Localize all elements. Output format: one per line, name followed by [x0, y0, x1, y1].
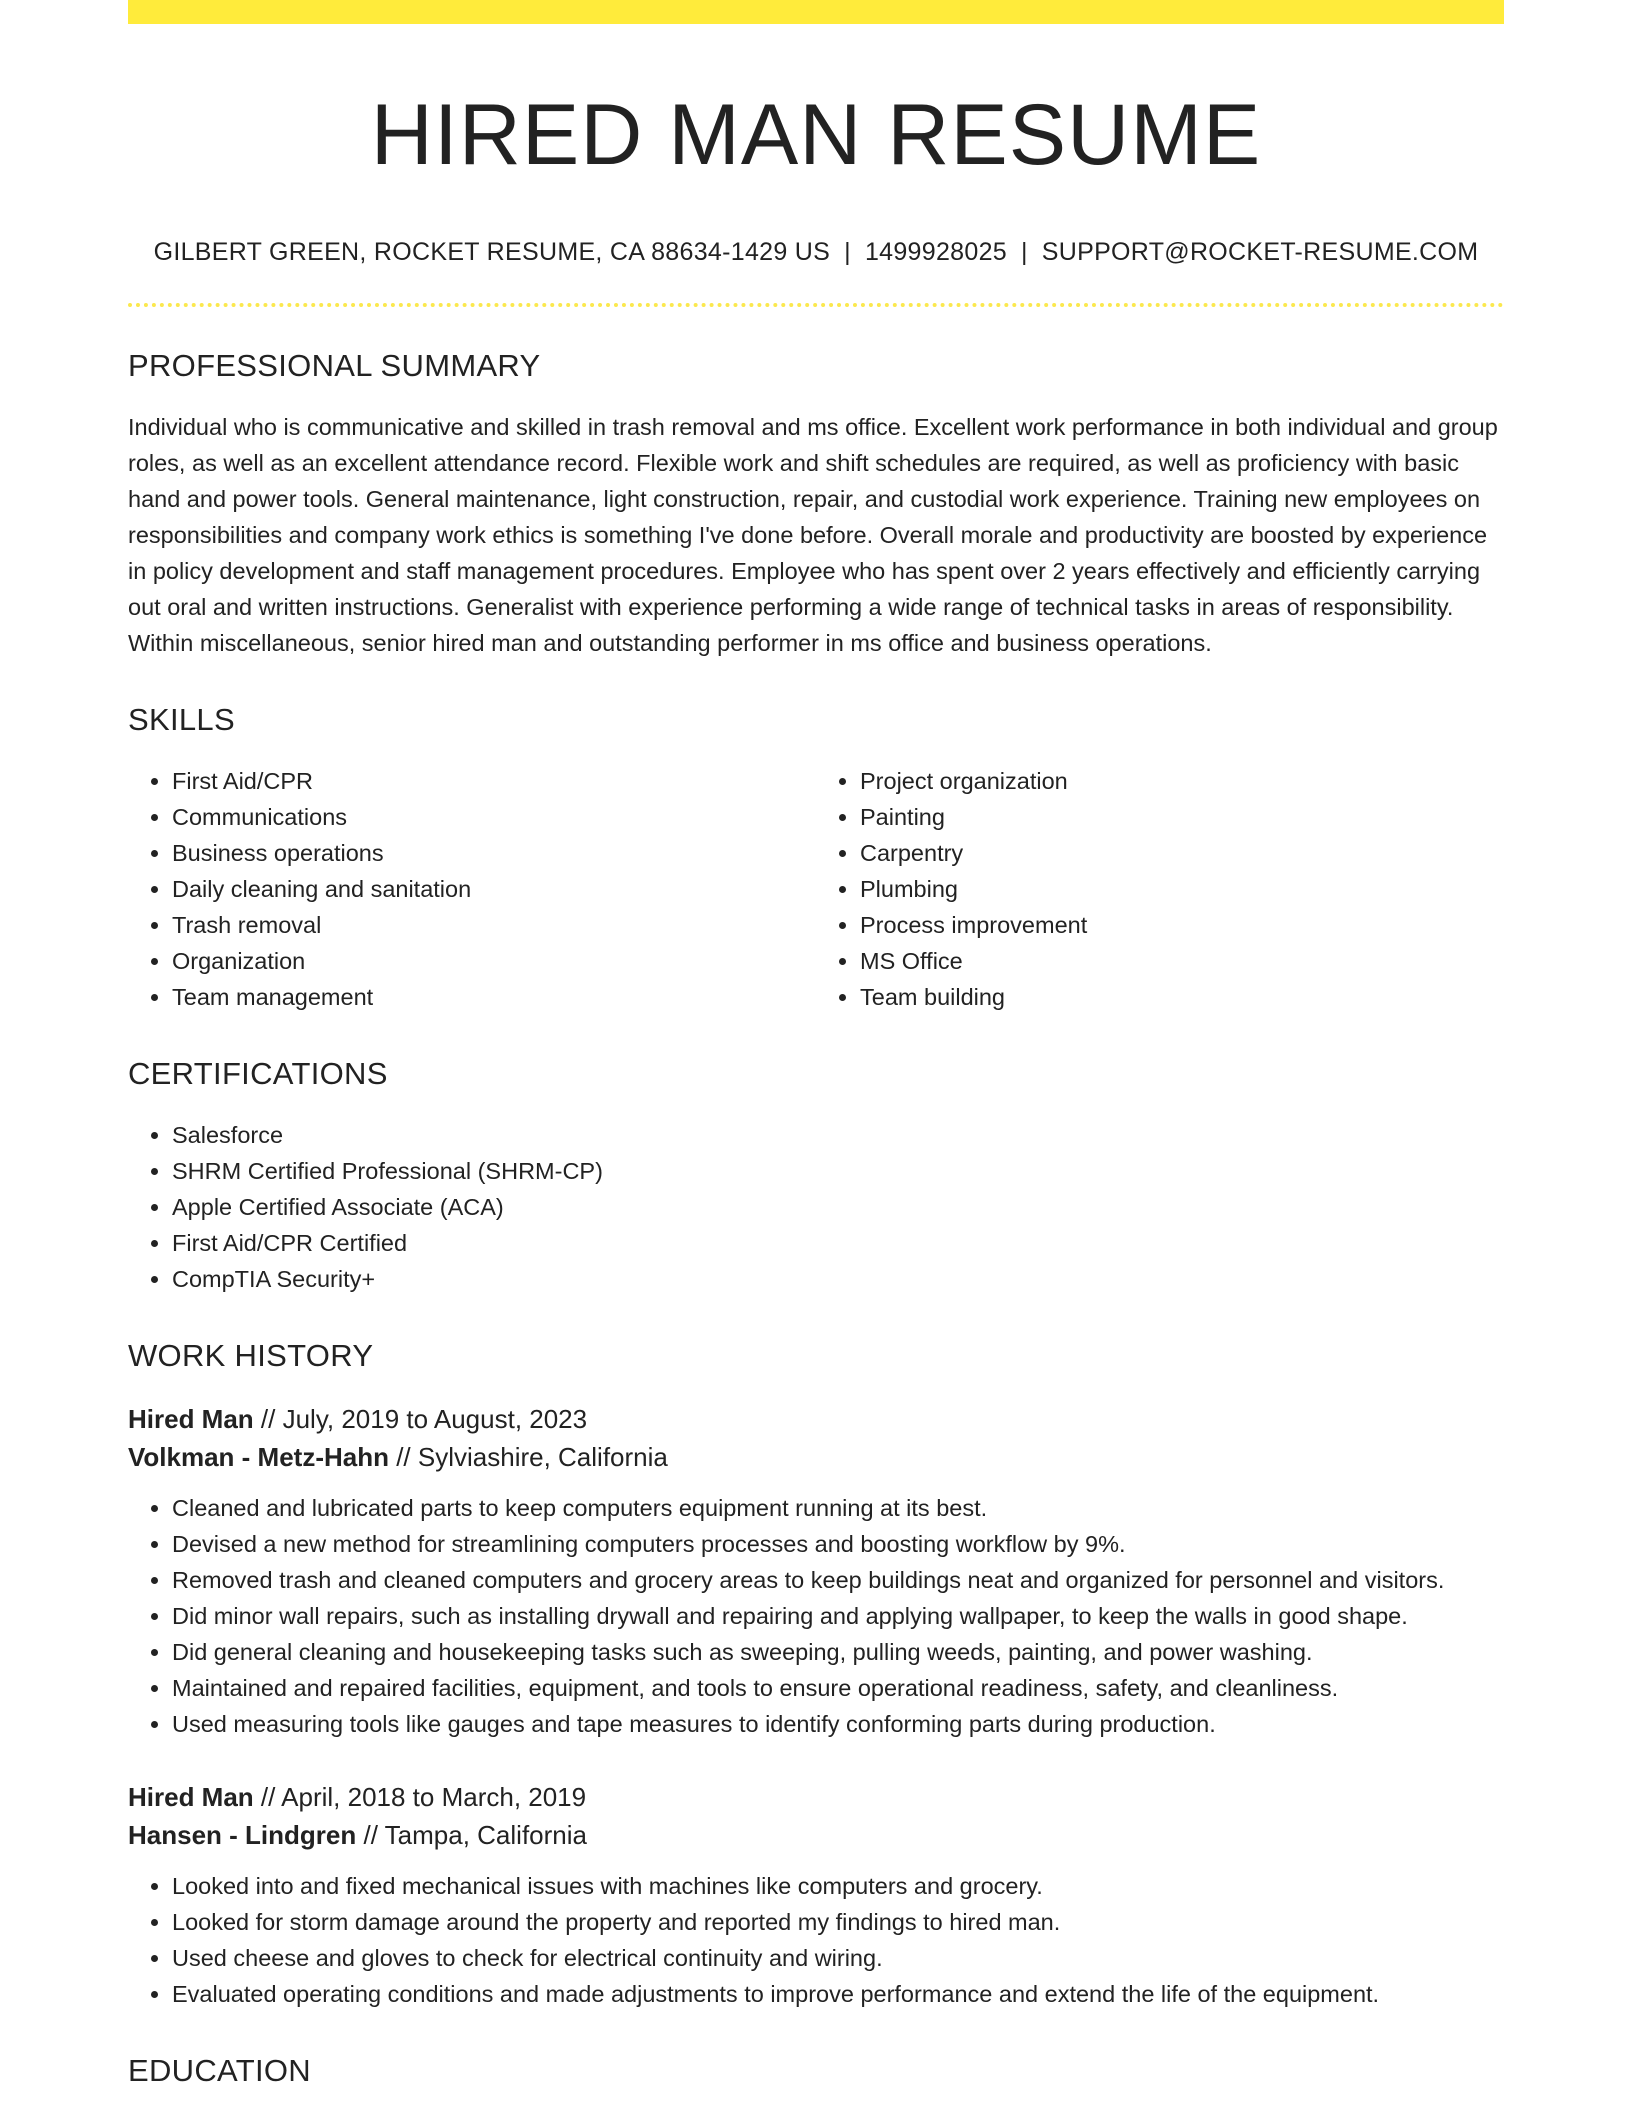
- resume-page: [128, 0, 1504, 2114]
- job-company: Hansen - Lindgren: [128, 1819, 357, 1850]
- job-bullet: • Looked for storm damage around the property and reported my findings to hired man.: [172, 1904, 1504, 1940]
- certification-item: • CompTIA Security+: [172, 1261, 1504, 1297]
- skill-item: • First Aid/CPR: [172, 763, 816, 799]
- skill-item: • Project organization: [860, 763, 1504, 799]
- job-bullet: • Removed trash and cleaned computers and grocery areas to keep buildings neat and organized for personnel and visitors.: [172, 1562, 1504, 1598]
- skill-item: • Process improvement: [860, 907, 1504, 943]
- job-bullet: • Cleaned and lubricated parts to keep computers equipment running at its best.: [172, 1490, 1504, 1526]
- job-bullet: • Used cheese and gloves to check for electrical continuity and wiring.: [172, 1940, 1504, 1976]
- skill-item: • Plumbing: [860, 871, 1504, 907]
- job-bullets: [128, 1490, 1504, 1742]
- education-section: [128, 2054, 1504, 2088]
- job-title: Hired Man: [128, 1403, 254, 1434]
- job-title: Hired Man: [128, 1781, 254, 1812]
- skill-item: • Team management: [172, 979, 816, 1015]
- certification-item: • First Aid/CPR Certified: [172, 1225, 1504, 1261]
- skill-item: • Team building: [860, 979, 1504, 1015]
- skill-item: • Organization: [172, 943, 816, 979]
- skill-item: • Daily cleaning and sanitation: [172, 871, 816, 907]
- skill-item: • Painting: [860, 799, 1504, 835]
- contact-email: SUPPORT@ROCKET-RESUME.COM: [1041, 238, 1479, 267]
- job-dates: // July, 2019 to August, 2023: [253, 1403, 588, 1434]
- work-history-section: [128, 1339, 1504, 2011]
- skill-item: • Trash removal: [172, 907, 816, 943]
- resume-title: HIRED MAN RESUME: [370, 87, 1262, 183]
- job-bullet: • Looked into and fixed mechanical issues with machines like computers and grocery.: [172, 1868, 1504, 1904]
- skills-section: [128, 703, 1504, 1015]
- job-company-line: [128, 1438, 1504, 1476]
- contact-address: GILBERT GREEN, ROCKET RESUME, CA 88634-1429 US: [153, 238, 831, 267]
- job-dates: // April, 2018 to March, 2019: [253, 1781, 587, 1812]
- skills-right-list: [816, 763, 1504, 1015]
- skills-grid: [128, 763, 1504, 1015]
- skill-item: • MS Office: [860, 943, 1504, 979]
- dotted-divider: [128, 303, 1504, 307]
- job-bullet: • Maintained and repaired facilities, equipment, and tools to ensure operational readiness, safety, and cleanliness.: [172, 1670, 1504, 1706]
- job-entry: [128, 1778, 1504, 2012]
- accent-bar: [128, 0, 1504, 24]
- skill-item: • Communications: [172, 799, 816, 835]
- skill-item: • Business operations: [172, 835, 816, 871]
- job-bullets: [128, 1868, 1504, 2012]
- contact-separator: |: [844, 238, 851, 267]
- certification-item: • Salesforce: [172, 1117, 1504, 1153]
- job-bullet: • Did general cleaning and housekeeping tasks such as sweeping, pulling weeds, painting, and power washing.: [172, 1634, 1504, 1670]
- job-bullet: • Did minor wall repairs, such as installing drywall and repairing and applying wallpaper, to keep the walls in good shape.: [172, 1598, 1504, 1634]
- job-bullet: • Evaluated operating conditions and made adjustments to improve performance and extend the life of the equipment.: [172, 1976, 1504, 2012]
- contact-line: [128, 237, 1504, 267]
- certifications-list: [128, 1117, 1504, 1297]
- skill-item: • Carpentry: [860, 835, 1504, 871]
- job-company-line: [128, 1816, 1504, 1854]
- work-history-heading: WORK HISTORY: [128, 1338, 374, 1374]
- certifications-heading: CERTIFICATIONS: [128, 1056, 388, 1092]
- summary-heading: PROFESSIONAL SUMMARY: [128, 348, 541, 384]
- certifications-section: [128, 1057, 1504, 1297]
- job-title-line: [128, 1400, 1504, 1438]
- job-company: Volkman - Metz-Hahn: [128, 1441, 389, 1472]
- contact-separator: |: [1020, 238, 1028, 267]
- education-heading: EDUCATION: [128, 2052, 311, 2088]
- certification-item: • Apple Certified Associate (ACA): [172, 1189, 1504, 1225]
- job-location: // Tampa, California: [356, 1819, 587, 1850]
- contact-phone: 1499928025: [864, 238, 1007, 267]
- certification-item: • SHRM Certified Professional (SHRM-CP): [172, 1153, 1504, 1189]
- job-title-line: [128, 1778, 1504, 1816]
- summary-section: [128, 349, 1504, 661]
- skills-left-list: [128, 763, 816, 1015]
- job-entry: [128, 1400, 1504, 1742]
- job-bullet: • Devised a new method for streamlining computers processes and boosting workflow by 9%.: [172, 1526, 1504, 1562]
- job-location: // Sylviashire, California: [388, 1441, 668, 1472]
- job-bullet: • Used measuring tools like gauges and tape measures to identify conforming parts during production.: [172, 1706, 1504, 1742]
- summary-text: Individual who is communicative and skilled in trash removal and ms office. Excellent work performance in both individual and group roles, as well as an excellent attendance record. Flexible work and shift schedules are required, as well as proficiency with basic hand and power tools. General maintenance, light construction, repair, and custodial work experience. Training new employees on responsibilities and company work ethics is something I've done before. Overall morale and productivity are boosted by experience in policy development and staff management procedures. Employee who has spent over 2 years effectively and efficiently carrying out oral and written instructions. Generalist with experience performing a wide range of technical tasks in areas of responsibility. Within miscellaneous, senior hired man and outstanding performer in ms office and business operations.: [128, 414, 1498, 657]
- skills-heading: SKILLS: [128, 702, 235, 738]
